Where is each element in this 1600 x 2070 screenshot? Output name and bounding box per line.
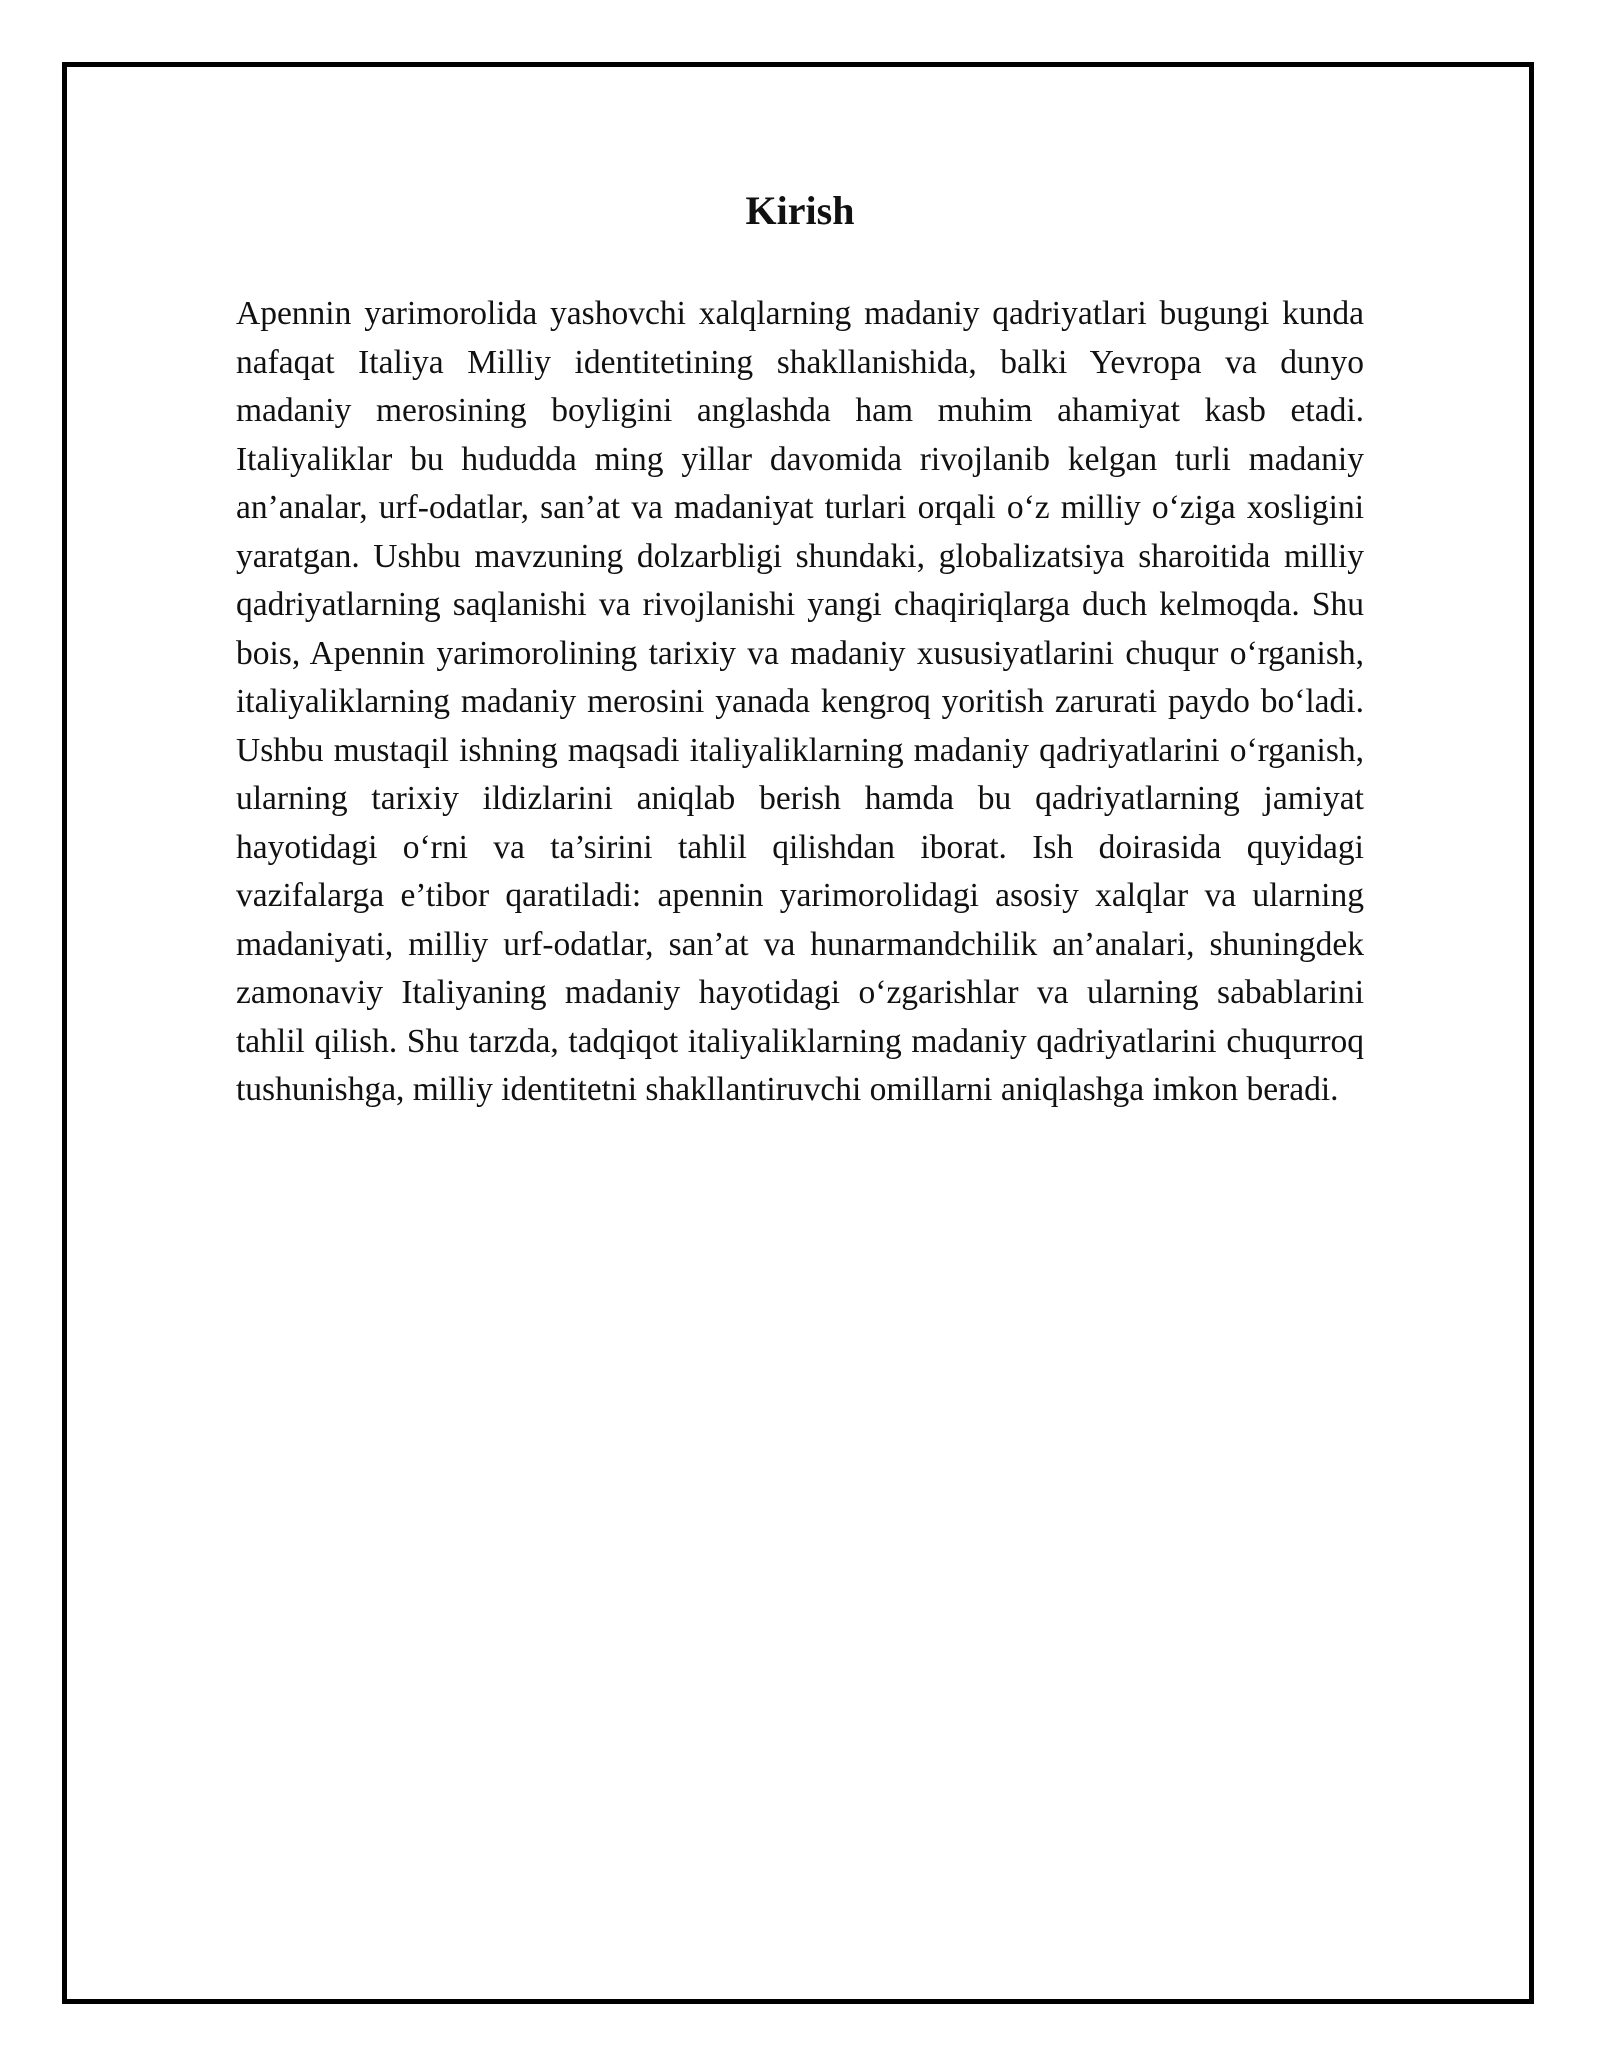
body-paragraph: Apennin yarimorolida yashovchi xalqlarning madaniy qadriyatlari bugungi kunda nafaqat Italiya Milliy identitetining shakllanishida, balki Yevropa va dunyo madaniy merosining boyligini anglashda ham muhim ahamiyat kasb etadi. Italiyaliklar bu hududda ming yillar davomida rivojlanib kelgan turli madaniy an’analar, urf-odatlar, san’at va madaniyat turlari orqali o‘z milliy o‘ziga xosligini yaratgan. Ushbu mavzuning dolzarbligi shundaki, globalizatsiya sharoitida milliy qadriyatlarning saqlanishi va rivojlanishi yangi chaqiriqlarga duch kelmoqda. Shu bois, Apennin yarimorolining tarixiy va madaniy xususiyatlarini chuqur o‘rganish, italiyaliklarning madaniy merosini yanada kengroq yoritish zarurati paydo bo‘ladi. Ushbu mustaqil ishning maqsadi italiyaliklarning madaniy qadriyatlarini o‘rganish, ularning tarixiy ildizlarini aniqlab berish hamda bu qadriyatlarning jamiyat hayotidagi o‘rni va ta’sirini tahlil qilishdan iborat. Ish doirasida quyidagi vazifalarga e’tibor qaratiladi: apennin yarimorolidagi asosiy xalqlar va ularning madaniyati, milliy urf-odatlar, san’at va hunarmandchilik an’analari, shuningdek zamonaviy Italiyaning madaniy hayotidagi o‘zgarishlar va ularning sabablarini tahlil qilish. Shu tarzda, tadqiqot italiyaliklarning madaniy qadriyatlarini chuqurroq tushunishga, milliy identitetni shakllantiruvchi omillarni aniqlashga imkon beradi. [236, 295, 1364, 1108]
page-title: Kirish [745, 188, 855, 233]
